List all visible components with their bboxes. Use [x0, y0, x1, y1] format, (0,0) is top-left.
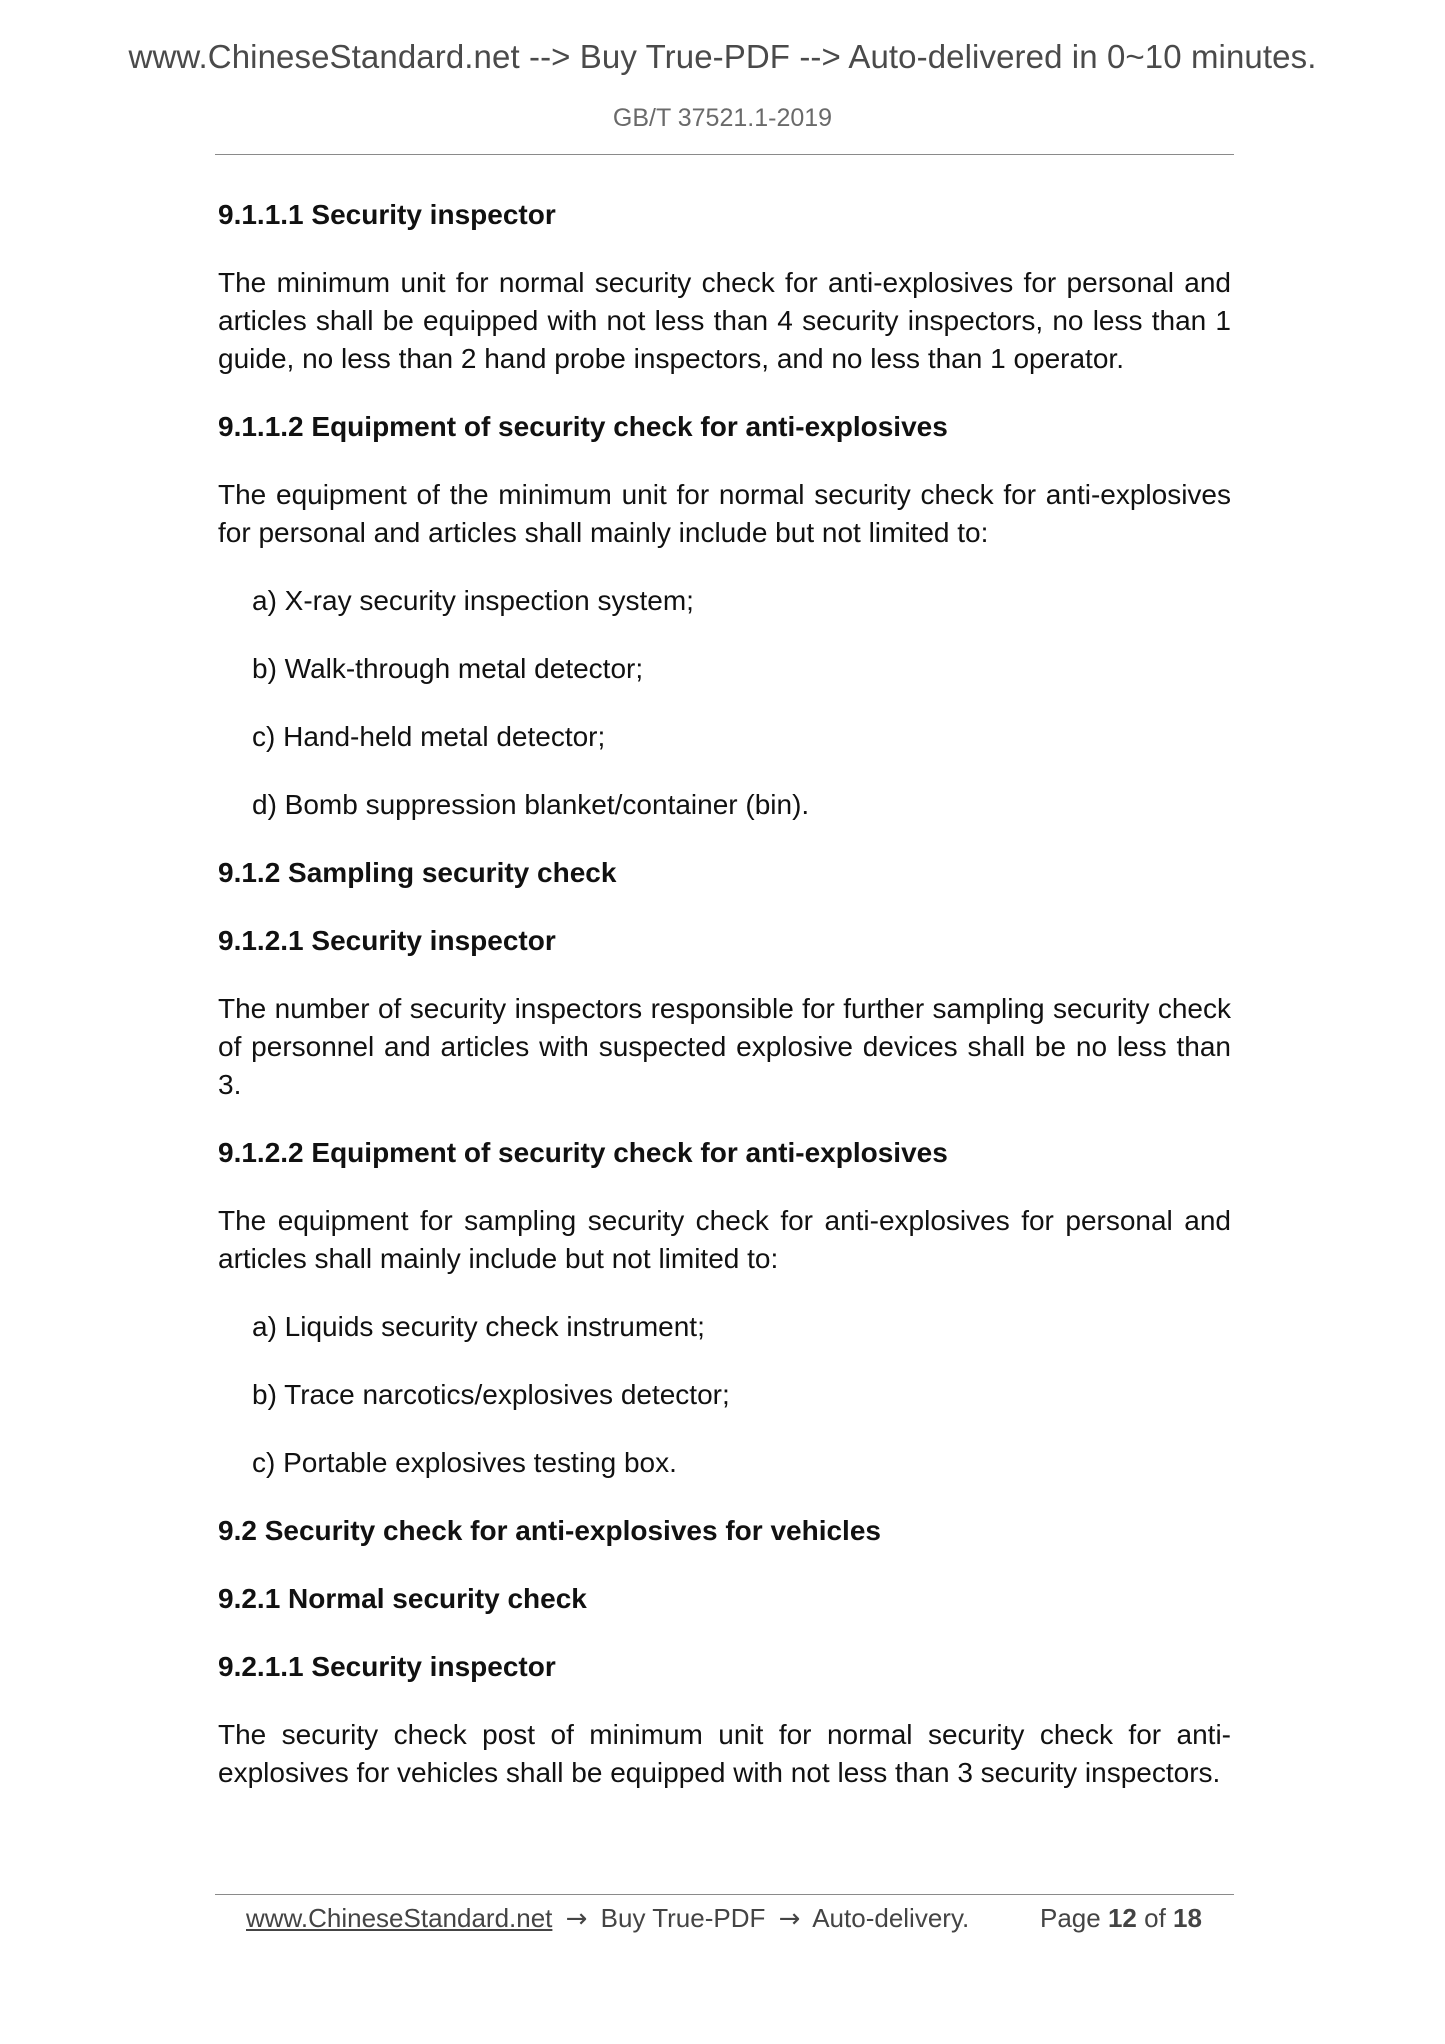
section-heading-9-1-1-2: 9.1.1.2 Equipment of security check for anti-explosives	[218, 411, 948, 442]
document-body	[218, 196, 1231, 1822]
list-item: c) Hand-held metal detector;	[252, 721, 606, 752]
section-paragraph-9-1-1-1: The minimum unit for normal security check for anti-explosives for personal and articles shall be equipped with not less than 4 security inspectors, no less than 1 guide, no less than 2 hand probe inspectors, and no less than 1 operator.	[218, 267, 1231, 374]
header-divider	[215, 154, 1234, 155]
arrow-right-icon: →	[565, 1904, 588, 1934]
header-banner: www.ChineseStandard.net --> Buy True-PDF --> Auto-delivered in 0~10 minutes.	[128, 38, 1317, 75]
page-footer	[246, 1898, 1226, 1938]
page-indicator	[1040, 1898, 1202, 1938]
footer-divider	[215, 1894, 1234, 1895]
section-heading-9-1-2-1: 9.1.2.1 Security inspector	[218, 925, 556, 956]
of-label: of	[1144, 1903, 1166, 1933]
section-heading-9-1-2-2: 9.1.2.2 Equipment of security check for anti-explosives	[218, 1137, 948, 1168]
list-item: d) Bomb suppression blanket/container (bin).	[252, 789, 810, 820]
section-paragraph-9-1-2-1: The number of security inspectors responsible for further sampling security check of personnel and articles with suspected explosive devices shall be no less than 3.	[218, 993, 1231, 1100]
section-paragraph-9-1-2-2: The equipment for sampling security check for anti-explosives for personal and articles shall mainly include but not limited to:	[218, 1205, 1231, 1274]
arrow-right-icon: →	[778, 1904, 801, 1934]
list-item: b) Walk-through metal detector;	[252, 653, 644, 684]
footer-promo	[246, 1898, 969, 1939]
page-number: 12	[1107, 1903, 1137, 1933]
footer-site-link[interactable]: www.ChineseStandard.net	[246, 1903, 553, 1933]
footer-buy-text: Buy True-PDF	[600, 1903, 766, 1933]
list-item: a) Liquids security check instrument;	[252, 1311, 705, 1342]
page-label: Page	[1040, 1903, 1101, 1933]
section-heading-9-2: 9.2 Security check for anti-explosives for vehicles	[218, 1515, 881, 1546]
list-item: b) Trace narcotics/explosives detector;	[252, 1379, 730, 1410]
section-paragraph-9-1-1-2: The equipment of the minimum unit for normal security check for anti-explosives for personal and articles shall mainly include but not limited to:	[218, 479, 1231, 548]
section-heading-9-2-1-1: 9.2.1.1 Security inspector	[218, 1651, 556, 1682]
total-pages: 18	[1173, 1903, 1202, 1933]
section-paragraph-9-2-1-1: The security check post of minimum unit for normal security check for anti-explosives for vehicles shall be equipped with not less than 3 security inspectors.	[218, 1719, 1231, 1788]
standard-code: GB/T 37521.1-2019	[612, 104, 833, 132]
footer-auto-text: Auto-delivery.	[812, 1903, 970, 1933]
list-item: a) X-ray security inspection system;	[252, 585, 694, 616]
section-heading-9-1-2: 9.1.2 Sampling security check	[218, 857, 617, 888]
section-heading-9-1-1-1: 9.1.1.1 Security inspector	[218, 199, 556, 230]
list-item: c) Portable explosives testing box.	[252, 1447, 677, 1478]
section-heading-9-2-1: 9.2.1 Normal security check	[218, 1583, 587, 1614]
